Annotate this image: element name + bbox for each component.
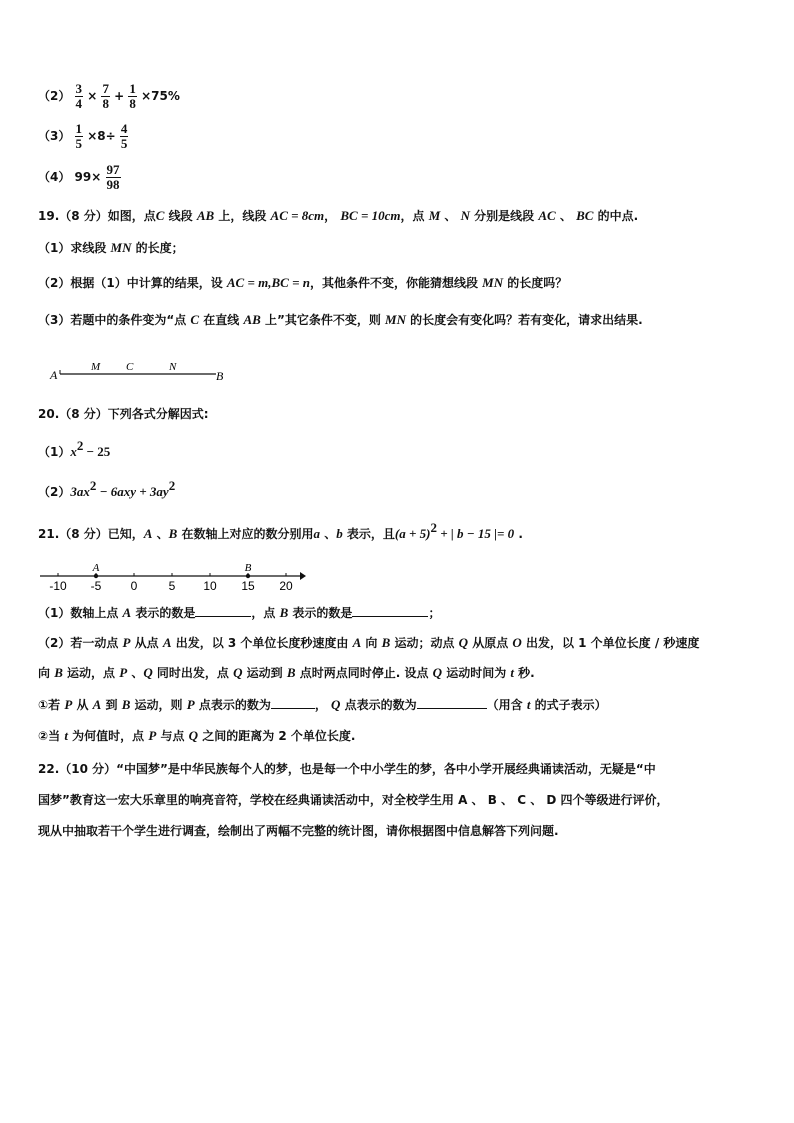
- fraction-1-5: $\frac{1}{5}$: [75, 121, 83, 151]
- number-line-tick-label: 20: [279, 579, 293, 593]
- q21-subquestion-2-line2: 向 B 运动，点 P 、Q 同时出发，点 Q 运动到 B 点时两点同时停止. 设点 Q 运动时间为 t 秒.: [38, 665, 535, 680]
- q21-number-line: [38, 556, 308, 596]
- point-b-dot: [246, 574, 250, 578]
- segment-label-a: A: [50, 368, 58, 382]
- times-75-percent: ×75%: [141, 89, 180, 103]
- point-a-dot: [94, 574, 98, 578]
- q22-line-1: 22.（10 分）“中国梦”是中华民族每个人的梦，也是每一个中小学生的梦，各中小学开展经典诵读活动，无疑是“中: [38, 762, 656, 776]
- number-line-tick-label: 10: [203, 579, 217, 593]
- q21-subquestion-2-line1: （2）若一动点 P 从点 A 出发，以 3 个单位长度秒速度由 A 向 B 运动；动点 Q 从原点 O 出发，以 1 个单位长度 / 秒速度: [38, 635, 700, 650]
- fraction-4-5: $\frac{4}{5}$: [120, 121, 128, 151]
- q22-question: [38, 760, 758, 840]
- number-line-tick-label: -5: [90, 579, 102, 593]
- q19-subquestion-3: （3）若题中的条件变为“点 C 在直线 AB 上”其它条件不变，则 MN 的长度会有变化吗？若有变化，请求出结果.: [38, 312, 643, 327]
- q18-part4-pre: 99×: [74, 170, 102, 184]
- segment-label-b: B: [216, 369, 224, 383]
- q18-part3-label: （3）: [38, 129, 71, 143]
- answer-blank-b[interactable]: [352, 604, 428, 617]
- q20-question: 20.（8 分）下列各式分解因式:: [38, 407, 209, 421]
- segment-label-m: M: [91, 361, 101, 373]
- number-line-arrow: [300, 572, 306, 580]
- times-sign: ×: [87, 89, 98, 103]
- q20-subquestion-2: $(2)3ax^2 - 6axy + 3ay^2$: [38, 478, 176, 499]
- fraction-7-8: $\frac{7}{8}$: [102, 81, 109, 111]
- number-line-tick-label: 15: [241, 579, 255, 593]
- fraction-1-8: $\frac{1}{8}$: [129, 81, 136, 111]
- q18-part2-label: （2）: [38, 89, 71, 103]
- answer-blank-a[interactable]: [195, 604, 251, 617]
- fraction-97-98: $\frac{97}{98}$: [106, 162, 120, 192]
- q18-part3: [38, 122, 128, 151]
- q20-subquestion-1: $(1)x^2 - 25$: [38, 438, 111, 459]
- q21-case-1: ①若 P 从 A 到 B 运动，则 P 点表示的数为 ， Q 点表示的数为 （用含 t 的式子表示）: [38, 697, 607, 712]
- q19-question: 19.（8 分）如图，点C 线段 AB 上，线段 AC = 8cm， BC = 10cm，点 M 、 N 分别是线段 AC 、 BC 的中点.: [38, 208, 639, 223]
- q19-subquestion-1: （1）求线段 MN 的长度；: [38, 240, 184, 255]
- q18-part2: [38, 82, 180, 111]
- times-8-divide: ×8÷: [87, 129, 116, 143]
- q18-part4-label: （4）: [38, 170, 71, 184]
- fraction-3-4: $\frac{3}{4}$: [75, 81, 83, 111]
- answer-blank-p-position[interactable]: [271, 696, 315, 709]
- q21-case-2: ②当 t 为何值时，点 P 与点 Q 之间的距离为 2 个单位长度.: [38, 728, 356, 743]
- q21-subquestion-1: （1）数轴上点 A 表示的数是 ，点 B 表示的数是 ；: [38, 605, 441, 620]
- q21-question: 21.（8 分）已知，A 、B 在数轴上对应的数分别用a 、b 表示，且$(a + 5)^2$ + | b − 15 |= 0 .: [38, 520, 523, 541]
- q22-line-3: 现从中抽取若干个学生进行调查，绘制出了两幅不完整的统计图，请你根据图中信息解答下列问题.: [38, 824, 559, 838]
- plus-sign: +: [114, 89, 125, 103]
- number-line-tick-label: -10: [49, 579, 67, 593]
- point-a-label: A: [92, 562, 100, 574]
- q22-line-2: 国梦”教育这一宏大乐章里的响亮音符，学校在经典诵读活动中，对全校学生用 A 、 B 、 C 、 D 四个等级进行评价，: [38, 793, 669, 807]
- q19-subquestion-2: （2）根据（1）中计算的结果，设 AC = m,BC = n，其他条件不变，你能猜想线段 MN 的长度吗？: [38, 275, 568, 290]
- q19-segment-figure: [48, 356, 238, 386]
- segment-label-c: C: [126, 361, 134, 373]
- number-line-tick-label: 5: [168, 579, 176, 593]
- segment-label-n: N: [169, 361, 177, 373]
- point-b-label: B: [244, 562, 252, 574]
- answer-blank-q-position[interactable]: [417, 696, 487, 709]
- q18-part4: [38, 163, 121, 192]
- number-line-tick-label: 0: [130, 579, 138, 593]
